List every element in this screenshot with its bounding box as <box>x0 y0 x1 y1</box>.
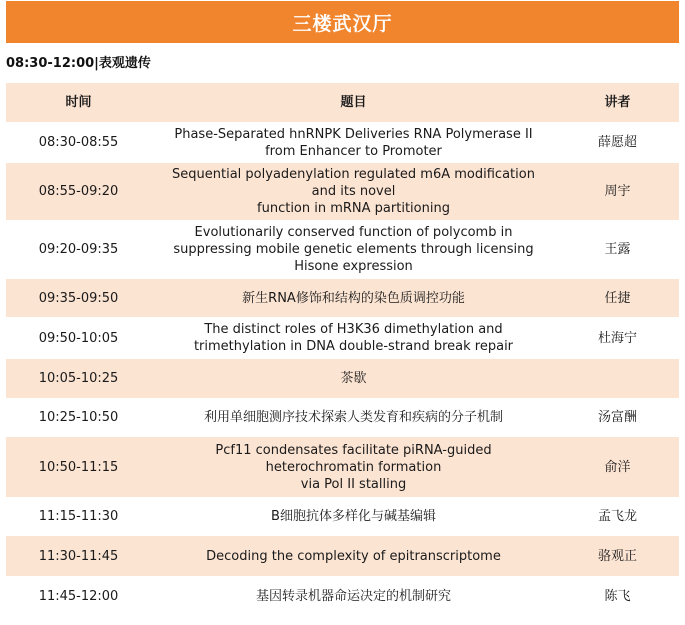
table-row <box>6 437 679 497</box>
topic-text: 茶歇 <box>340 371 367 386</box>
table-row <box>6 536 679 576</box>
cell-time: 08:30-08:55 <box>6 122 151 163</box>
table-row <box>6 163 679 220</box>
topic-text: Decoding the complexity of epitranscriptome <box>206 548 501 564</box>
table-row <box>6 220 679 279</box>
topic-text: Evolutionarily conserved function of polycomb in suppressing mobile genetic elements through licensing Hisone expression <box>173 225 534 274</box>
cell-speaker: 陈飞 <box>556 576 679 616</box>
header-time: 时间 <box>6 83 151 122</box>
topic-text: Sequential polyadenylation regulated m6A modification and its novel function in mRNA partitioning <box>172 167 535 216</box>
cell-time: 10:25-10:50 <box>6 398 151 437</box>
cell-time: 11:15-11:30 <box>6 497 151 536</box>
cell-topic <box>151 437 556 497</box>
cell-topic <box>151 536 556 576</box>
topic-text: 利用单细胞测序技术探索人类发育和疾病的分子机制 <box>203 410 503 425</box>
cell-speaker <box>556 359 679 398</box>
header-topic: 题目 <box>151 83 556 122</box>
table-row <box>6 576 679 616</box>
topic-text: 新生RNA修饰和结构的染色质调控功能 <box>242 290 465 306</box>
cell-time: 09:20-09:35 <box>6 220 151 279</box>
cell-topic <box>151 220 556 279</box>
cell-time: 08:55-09:20 <box>6 163 151 220</box>
cell-time: 09:35-09:50 <box>6 279 151 317</box>
cell-speaker: 骆观正 <box>556 536 679 576</box>
venue-banner <box>6 1 679 43</box>
topic-text: 基因转录机器命运决定的机制研究 <box>255 588 451 604</box>
schedule-table <box>6 83 679 616</box>
table-row <box>6 122 679 163</box>
cell-speaker: 任捷 <box>556 279 679 317</box>
table-row <box>6 398 679 437</box>
cell-topic <box>151 317 556 359</box>
cell-topic <box>151 163 556 220</box>
cell-time: 11:30-11:45 <box>6 536 151 576</box>
cell-topic <box>151 576 556 616</box>
cell-time: 11:45-12:00 <box>6 576 151 616</box>
cell-speaker: 孟飞龙 <box>556 497 679 536</box>
cell-topic <box>151 497 556 536</box>
cell-topic <box>151 279 556 317</box>
table-row <box>6 359 679 398</box>
cell-speaker: 薛愿超 <box>556 122 679 163</box>
cell-speaker: 王露 <box>556 220 679 279</box>
cell-time: 10:50-11:15 <box>6 437 151 497</box>
cell-time: 10:05-10:25 <box>6 359 151 398</box>
topic-text: Phase-Separated hnRNPK Deliveries RNA Polymerase II from Enhancer to Promoter <box>174 126 533 159</box>
cell-topic <box>151 398 556 437</box>
table-row <box>6 279 679 317</box>
cell-topic <box>151 359 556 398</box>
header-speaker: 讲者 <box>556 83 679 122</box>
cell-speaker: 俞洋 <box>556 437 679 497</box>
topic-text: The distinct roles of H3K36 dimethylation and trimethylation in DNA double-strand break repair <box>193 322 514 354</box>
cell-speaker: 汤富酬 <box>556 398 679 437</box>
topic-text: Pcf11 condensates facilitate piRNA-guided heterochromatin formation via Pol II stalling <box>215 442 492 492</box>
table-header-row <box>6 83 679 122</box>
venue-title: 三楼武汉厅 <box>292 12 393 35</box>
cell-speaker: 周宇 <box>556 163 679 220</box>
cell-time: 09:50-10:05 <box>6 317 151 359</box>
topic-text: B细胞抗体多样化与碱基编辑 <box>271 509 436 524</box>
cell-topic <box>151 122 556 163</box>
session-heading: 08:30-12:00|表观遗传 <box>6 56 151 71</box>
cell-speaker: 杜海宁 <box>556 317 679 359</box>
table-row <box>6 317 679 359</box>
table-row <box>6 497 679 536</box>
